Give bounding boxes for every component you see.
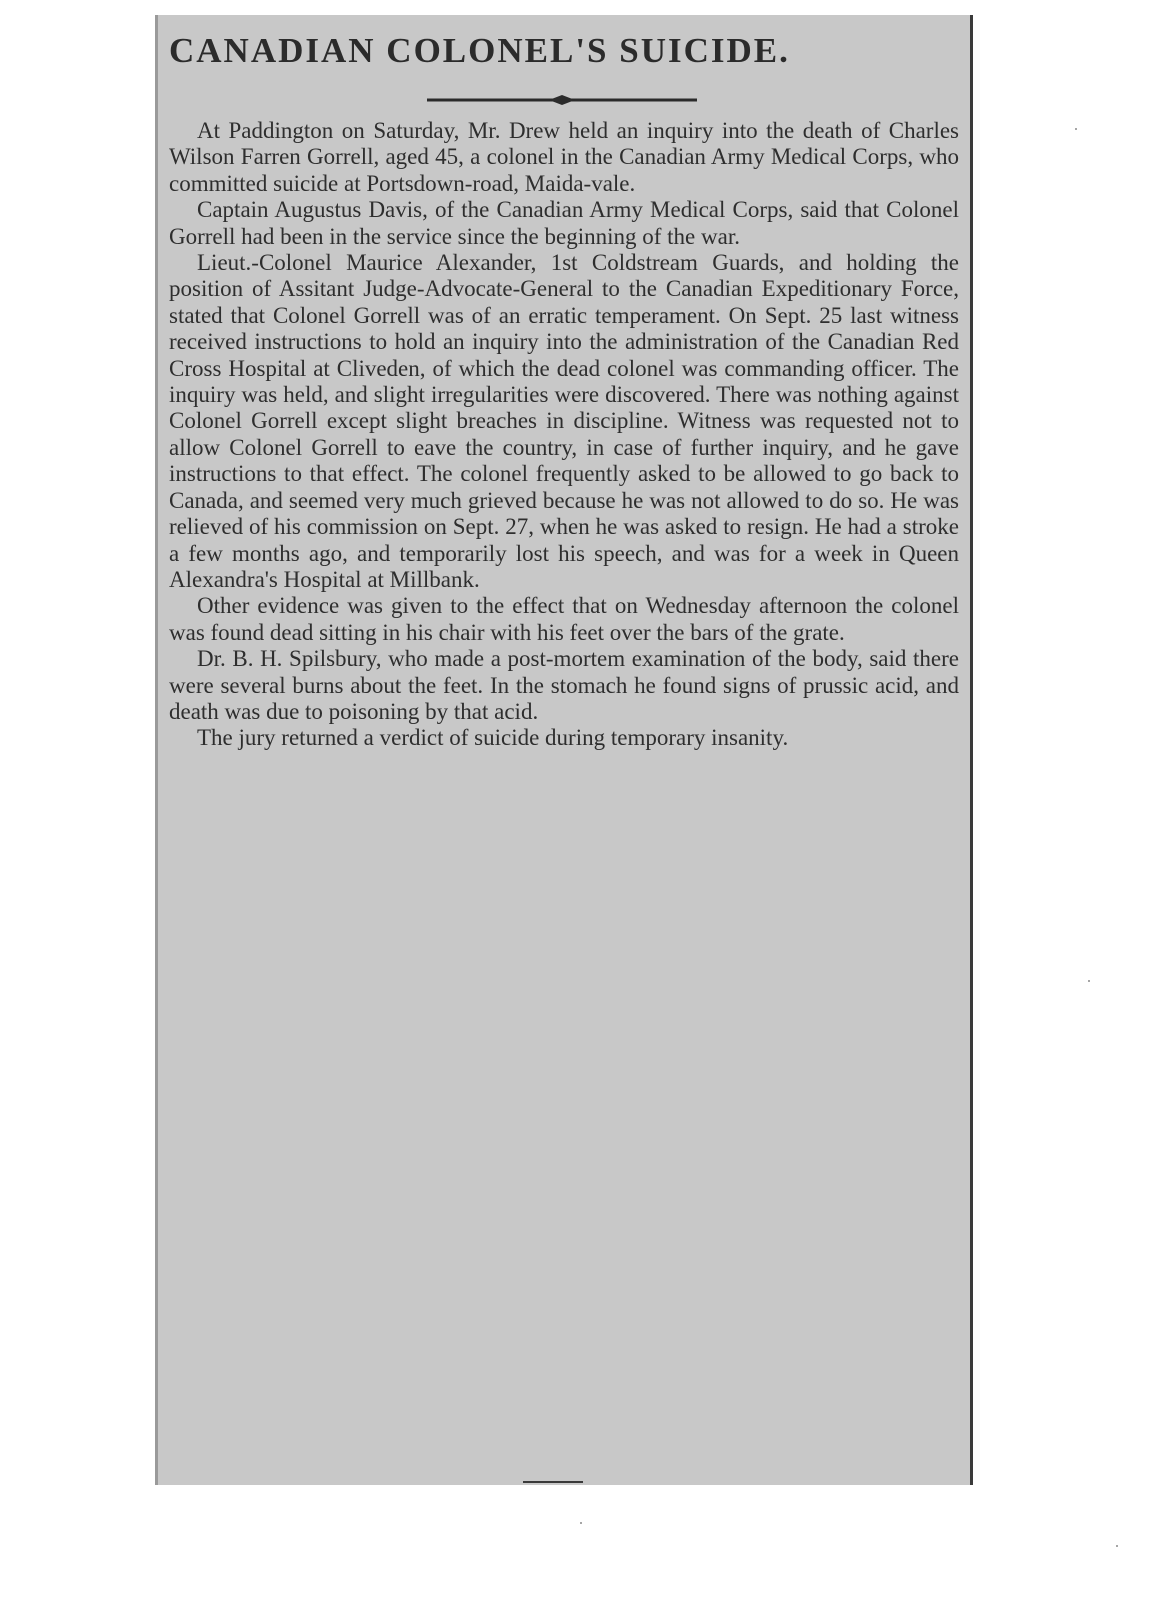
bottom-rule — [155, 1479, 970, 1485]
scan-speck — [1088, 980, 1090, 982]
article-paragraph: The jury returned a verdict of suicide during temporary insanity. — [197, 725, 789, 751]
scan-speck — [1116, 1545, 1118, 1547]
article-paragraph: Captain Augustus Davis, of the Canadian Army Medical Corps, said that Colonel Gorrell had been in the service since the beginning of the war. — [169, 197, 959, 249]
newspaper-clipping — [155, 15, 973, 1485]
clipping-edge — [155, 15, 158, 1485]
scan-speck — [580, 1522, 582, 1524]
decorative-rule-divider — [427, 94, 697, 106]
scan-speck — [1075, 128, 1077, 130]
article-paragraph: At Paddington on Saturday, Mr. Drew held an inquiry into the death of Charles Wilson Farren Gorrell, aged 45, a colonel in the Canadian Army Medical Corps, who committed suicide at Portsdown-road, Maida-vale. — [169, 118, 959, 196]
headline: CANADIAN COLONEL'S SUICIDE. — [169, 31, 790, 70]
article-paragraph: Lieut.-Colonel Maurice Alexander, 1st Coldstream Guards, and holding the position of Assitant Judge-Advocate-General to the Canadian Expeditionary Force, stated that Colonel Gorrell was of an erratic temperament. On Sept. 25 last witness received instructions to hold an inquiry into the administration of the Canadian Red Cross Hospital at Cliveden, of which the dead colonel was commanding officer. The inquiry was held, and slight irregularities were discovered. There was nothing against Colonel Gorrell except slight breaches in discipline. Witness was requested not to allow Colonel Gorrell to eave the country, in case of further inquiry, and he gave instructions to that effect. The colonel frequently asked to be allowed to go back to Canada, and seemed very much grieved because he was not allowed to do so. He was relieved of his commission on Sept. 27, when he was asked to resign. He had a stroke a few months ago, and temporarily lost his speech, and was for a week in Queen Alexandra's Hospital at Millbank. — [169, 250, 959, 592]
article-paragraph: Dr. B. H. Spilsbury, who made a post-mortem examination of the body, said there were several burns about the feet. In the stomach he found signs of prussic acid, and death was due to poisoning by that acid. — [169, 646, 959, 724]
article-paragraph: Other evidence was given to the effect that on Wednesday afternoon the colonel was found dead sitting in his chair with his feet over the bars of the grate. — [169, 593, 959, 645]
article-body — [169, 118, 959, 752]
